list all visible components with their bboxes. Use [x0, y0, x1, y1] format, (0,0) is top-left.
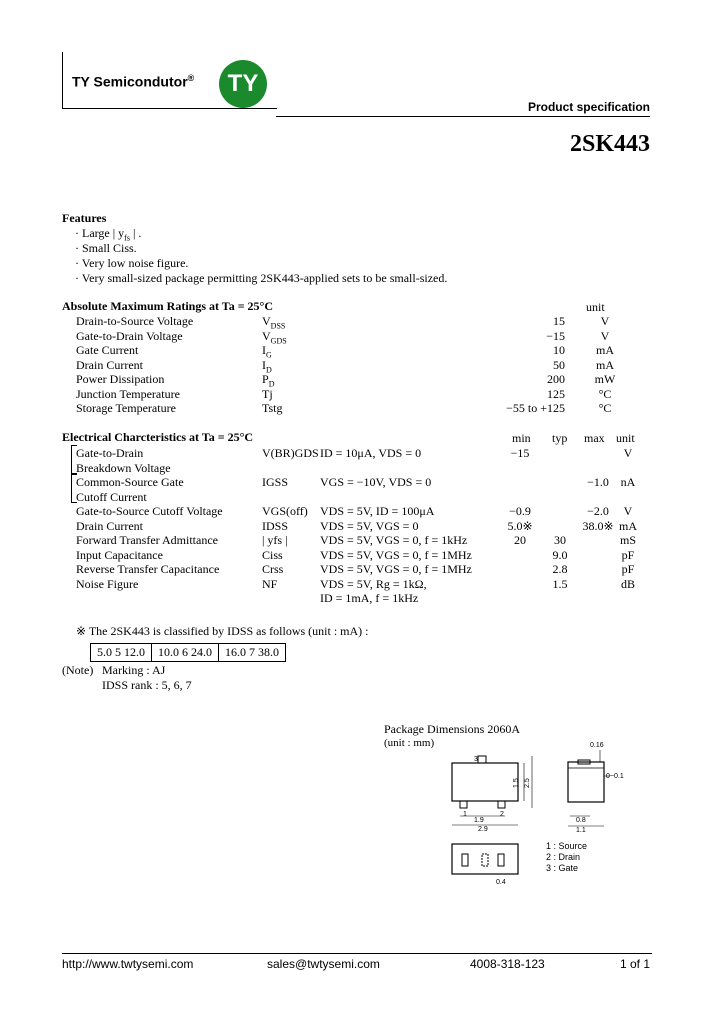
dim-label: 0~0.1 [606, 773, 624, 780]
dim-label: 1.5 [513, 778, 520, 788]
param-unit: nA [620, 475, 636, 489]
param-symbol: $V_{DSS}$ [262, 314, 286, 331]
param-name: Drain Current [76, 357, 143, 372]
test-condition: VGS = −10V, VDS = 0 [320, 475, 432, 489]
value-max: 38.0※ [582, 518, 614, 533]
abs-max-unit-header: unit [586, 300, 605, 314]
param-name: Gate-to-Drain [76, 446, 144, 460]
footer-rule [62, 953, 652, 954]
value-min: 5.0※ [507, 518, 533, 533]
param-unit: V [623, 446, 633, 460]
param-symbol: IDSS [262, 518, 289, 533]
abs-max-row [0, 387, 720, 402]
brand-name: TY Semicondutor® [72, 73, 195, 90]
param-symbol: Ciss [262, 547, 283, 562]
footer-page: 1 of 1 [620, 957, 651, 971]
param-unit: mS [619, 533, 636, 547]
feature-item: · Very small-sized package permitting 2SK443-applied sets to be small-sized. [75, 271, 448, 285]
value-typ: 9.0 [552, 547, 568, 562]
param-name: Gate-to-Source Cutoff Voltage [76, 504, 223, 518]
test-condition: ID = 10μA, VDS = 0 [320, 446, 422, 460]
param-name: Noise Figure [76, 576, 139, 591]
elec-row [0, 519, 720, 534]
elec-row [0, 533, 720, 548]
param-unit: mA [596, 343, 614, 357]
param-unit: mA [596, 357, 614, 372]
test-condition: VDS = 5V, VGS = 0 [320, 518, 419, 533]
dim-label: 2.9 [478, 826, 488, 833]
param-unit: mA [619, 518, 637, 533]
pin-legend [546, 841, 587, 874]
param-symbol: Crss [262, 562, 284, 576]
param-symbol: $I_G$ [262, 343, 272, 360]
value-min: −15 [510, 446, 530, 460]
elec-row [0, 548, 720, 563]
pin-lead [498, 801, 505, 808]
test-condition: VDS = 5V, Rg = 1kΩ, [320, 576, 427, 591]
param-name: Common-Source Gate [76, 475, 184, 489]
param-name: Forward Transfer Admittance [76, 533, 218, 547]
param-symbol: IGSS [262, 475, 289, 489]
elec-row [0, 577, 720, 592]
param-unit: pF [621, 547, 635, 562]
elec-col-typ: typ [552, 431, 568, 445]
param-symbol: VGS(off) [262, 504, 308, 518]
elec-col-unit: unit [616, 431, 635, 445]
value-typ: 1.5 [552, 576, 568, 591]
value-max: −2.0 [587, 504, 609, 518]
dim-label: 2.5 [524, 778, 531, 788]
param-name: Reverse Transfer Capacitance [76, 562, 220, 576]
elec-row [0, 591, 720, 606]
param-symbol: Tj [262, 386, 273, 401]
param-symbol: | yfs | [262, 533, 288, 547]
header-rule [276, 116, 650, 117]
elec-heading: Electrical Charcteristics at Ta = 25°C [62, 430, 254, 444]
package-unit: (unit : mm) [384, 737, 435, 749]
rank-cell: 10.0 6 24.0 [152, 644, 219, 662]
param-name: Junction Temperature [76, 386, 180, 401]
classification-text: ※ The 2SK443 is classified by IDSS as follows (unit : mA) : [76, 624, 369, 638]
param-value: 200 [547, 372, 565, 386]
feature-item: · Small Ciss. [75, 241, 137, 255]
param-unit: pF [621, 562, 635, 576]
abs-max-row [0, 343, 720, 358]
pin-number-label: 1 [463, 811, 467, 818]
param-name: Breakdown Voltage [76, 460, 171, 475]
feature-item: · Very low noise figure. [75, 256, 189, 270]
dim-label: 1.1 [576, 827, 586, 834]
elec-row [0, 562, 720, 577]
param-unit: dB [620, 576, 635, 591]
test-condition: VDS = 5V, VGS = 0, f = 1MHz [320, 562, 472, 576]
pin-number-label: 3 [474, 756, 478, 763]
param-name: Drain Current [76, 518, 143, 533]
abs-max-row [0, 401, 720, 416]
elec-row [0, 475, 720, 490]
dim-label: 0.8 [576, 817, 586, 824]
abs-max-row [0, 358, 720, 373]
pin-number-label: 2 [500, 811, 504, 818]
feature-item: · Large | $y_{fs}$ | . [75, 226, 142, 243]
abs-max-heading: Absolute Maximum Ratings at Ta = 25°C [62, 299, 273, 313]
note-label: (Note) [62, 663, 94, 677]
rank-cell: 5.0 5 12.0 [91, 644, 152, 662]
param-name: Input Capacitance [76, 547, 163, 562]
param-symbol: NF [262, 576, 278, 591]
param-name: Storage Temperature [76, 401, 176, 415]
pin-lead [460, 801, 467, 808]
param-name: Gate-to-Drain Voltage [76, 328, 183, 343]
package-drawing [440, 736, 650, 886]
param-name: Cutoff Current [76, 489, 147, 504]
param-value: 50 [553, 357, 565, 372]
pin-lead [478, 756, 486, 763]
param-unit: V [600, 314, 610, 328]
value-max: −1.0 [587, 475, 609, 489]
param-name: Drain-to-Source Voltage [76, 314, 194, 328]
note-rank: IDSS rank : 5, 6, 7 [102, 678, 192, 692]
dim-label: 1.9 [474, 817, 484, 824]
param-symbol: $I_D$ [262, 357, 272, 374]
param-symbol: $V_{GDS}$ [262, 328, 287, 345]
param-unit: mW [594, 372, 616, 386]
test-condition: VDS = 5V, VGS = 0, f = 1MHz [320, 547, 472, 562]
param-name: Power Dissipation [76, 372, 165, 386]
test-condition: VDS = 5V, ID = 100μA [320, 504, 435, 518]
param-unit: V [623, 504, 633, 518]
param-symbol: Tstg [262, 401, 283, 415]
value-min: 20 [514, 533, 526, 547]
footer-url[interactable]: http://www.twtysemi.com [62, 957, 194, 971]
test-condition: VDS = 5V, VGS = 0, f = 1kHz [320, 533, 468, 547]
elec-col-min: min [512, 431, 531, 445]
pin-legend-item: 1 : Source [546, 841, 588, 851]
elec-row [0, 504, 720, 519]
elec-col-max: max [584, 431, 605, 445]
rank-table [90, 643, 286, 662]
package-body-top [452, 763, 518, 801]
value-typ: 2.8 [552, 562, 568, 576]
param-value: 15 [553, 314, 565, 328]
note-marking: Marking : AJ [102, 663, 166, 677]
param-value: −15 [546, 328, 565, 343]
dim-label: 0.16 [590, 742, 604, 749]
param-symbol: V(BR)GDS [262, 446, 319, 460]
elec-row [0, 461, 720, 476]
param-unit: V [600, 328, 610, 343]
test-condition: ID = 1mA, f = 1kHz [320, 591, 419, 605]
elec-row [0, 490, 720, 505]
rank-cell: 16.0 7 38.0 [219, 644, 286, 662]
param-symbol: $P_D$ [262, 372, 275, 389]
pin-legend-item: 3 : Gate [546, 863, 579, 873]
param-unit: °C [598, 386, 612, 401]
dim-label: 0.4 [496, 879, 506, 886]
abs-max-row [0, 314, 720, 329]
param-unit: °C [598, 401, 612, 415]
footer-phone: 4008-318-123 [470, 957, 545, 971]
brand-logo-icon: TY [219, 60, 267, 108]
pin-legend-item: 2 : Drain [546, 852, 581, 862]
package-title: Package Dimensions 2060A [384, 722, 520, 736]
part-number-title: 2SK443 [569, 131, 650, 157]
elec-row [0, 446, 720, 461]
param-value: 125 [547, 386, 565, 401]
value-min: −0.9 [509, 504, 531, 518]
abs-max-row [0, 372, 720, 387]
value-typ: 30 [554, 533, 566, 547]
param-value: 10 [553, 343, 565, 357]
param-value: −55 to +125 [506, 401, 565, 415]
spec-label: Product specification [527, 100, 650, 114]
param-name: Gate Current [76, 343, 139, 357]
footer-email[interactable]: sales@twtysemi.com [267, 957, 380, 971]
features-heading: Features [62, 211, 107, 225]
abs-max-row [0, 329, 720, 344]
